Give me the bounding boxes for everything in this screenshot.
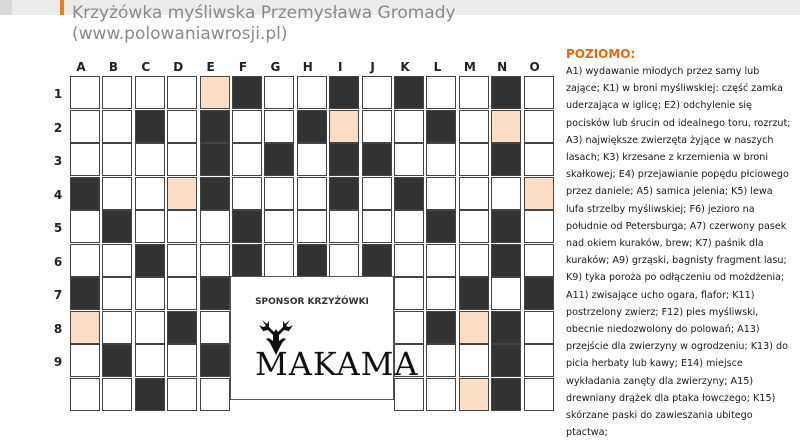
black-cell [426,311,456,344]
clues-text: A1) wydawanie młodych przez samy lub zające; K1) w broni myśliwskiej: część zamka uderzająca w iglicę; E2) odchylenie się pocisków lub śrucin od idealnego toru, rozrzut; A3) największe zwierzęta żyjące w naszych lasach; K3) krzesane z krzemienia w broni skałkowej; E4) przejawianie popędu płciowego przez daniele; A5) samica jelenia; K5) lewa lufa strzelby myśliwskiej; F6) jezioro na południe od Petersburga; A7) czerwony pasek nad okiem kuraków, brew; K7) paśnik dla kuraków; A9) grząski, bagnisty fragment lasu; K9) tyka poroża po odłączeniu od możdżenia; A11) zwisające ucho ogara, flafor; K11) postrzelony zwierz; F12) pies myśliwski, obecnie niedozwolony do polowań; A13) przejście dla zwierzyny w ogrodzeniu; K13) do picia herbaty lub kawy; E14) miejsce wykładania zanęty dla zwierzyny; A15) drewniany drążek dla ptaka łowczego; K15) skórzane paski do zawieszania ubitego ptactwa; [566,66,791,439]
black-cell [135,378,165,411]
grid-cell[interactable] [459,177,489,210]
black-cell [70,277,100,310]
highlighted-cell[interactable] [524,177,554,210]
grid-cell[interactable] [394,244,424,277]
grid-cell[interactable] [135,76,165,109]
black-cell [264,143,294,176]
column-header-k: K [400,60,410,74]
black-cell [362,143,392,176]
grid-cell[interactable] [297,177,327,210]
column-header-m: M [463,60,476,74]
grid-cell[interactable] [200,378,230,411]
column-header-f: F [238,60,248,74]
grid-cell[interactable] [200,244,230,277]
title-line-1: Krzyżówka myśliwska Przemysława Gromady [72,3,456,23]
column-header-o: O [529,60,540,74]
grid-cell[interactable] [102,311,132,344]
grid-cell[interactable] [167,378,197,411]
row-header-8: 8 [53,321,63,336]
grid-cell[interactable] [102,76,132,109]
grid-cell[interactable] [70,344,100,377]
grid-cell[interactable] [102,244,132,277]
grid-cell[interactable] [524,210,554,243]
grid-cell[interactable] [394,143,424,176]
grid-cell[interactable] [459,110,489,143]
row-header-7: 7 [53,288,63,302]
black-cell [491,378,521,411]
grid-cell[interactable] [167,244,197,277]
grid-cell[interactable] [102,277,132,310]
grid-cell[interactable] [394,277,424,310]
grid-cell[interactable] [426,76,456,109]
grid-cell[interactable] [167,344,197,377]
grid-cell[interactable] [70,143,100,176]
black-cell [200,177,230,210]
black-cell [135,244,165,277]
grid-cell[interactable] [200,210,230,243]
highlighted-cell[interactable] [167,177,197,210]
grid-cell[interactable] [135,311,165,344]
grid-cell[interactable] [426,378,456,411]
highlighted-cell[interactable] [70,311,100,344]
grid-cell[interactable] [264,76,294,109]
grid-cell[interactable] [232,177,262,210]
grid-cell[interactable] [135,177,165,210]
grid-cell[interactable] [167,110,197,143]
column-header-b: B [108,60,118,74]
grid-cell[interactable] [524,311,554,344]
column-header-e: E [206,60,215,74]
black-cell [200,344,230,377]
black-cell [459,277,489,310]
black-cell [232,76,262,109]
grid-cell[interactable] [232,143,262,176]
column-header-g: G [270,60,281,74]
grid-cell[interactable] [459,244,489,277]
grid-cell[interactable] [524,244,554,277]
grid-cell[interactable] [524,143,554,176]
grid-cell[interactable] [264,244,294,277]
grid-cell[interactable] [426,177,456,210]
accent-marker [60,0,64,15]
grid-cell[interactable] [167,76,197,109]
black-cell [491,143,521,176]
column-header-h: H [302,60,313,74]
grid-cell[interactable] [524,378,554,411]
grid-cell[interactable] [362,110,392,143]
grid-cell[interactable] [297,76,327,109]
black-cell [102,344,132,377]
grid-cell[interactable] [167,210,197,243]
grid-cell[interactable] [297,210,327,243]
grid-cell[interactable] [135,143,165,176]
grid-cell[interactable] [426,244,456,277]
grid-cell[interactable] [135,344,165,377]
sponsor-name: MAKAMA [255,345,419,383]
black-cell [167,311,197,344]
grid-cell[interactable] [135,277,165,310]
black-cell [426,110,456,143]
grid-cell[interactable] [491,277,521,310]
black-cell [491,344,521,377]
highlighted-cell[interactable] [329,110,359,143]
grid-cell[interactable] [70,378,100,411]
grid-cell[interactable] [70,110,100,143]
grid-cell[interactable] [362,76,392,109]
highlighted-cell[interactable] [459,378,489,411]
black-cell [200,143,230,176]
grid-cell[interactable] [102,177,132,210]
highlighted-cell[interactable] [200,76,230,109]
black-cell [426,210,456,243]
black-cell [135,110,165,143]
grid-cell[interactable] [264,210,294,243]
black-cell [329,177,359,210]
black-cell [200,110,230,143]
row-header-3: 3 [53,154,63,168]
grid-cell[interactable] [167,143,197,176]
black-cell [362,244,392,277]
clues-heading: POZIOMO: [566,47,636,61]
grid-cell[interactable] [297,143,327,176]
column-header-i: I [337,60,343,74]
grid-cell[interactable] [135,210,165,243]
black-cell [491,76,521,109]
grid-cell[interactable] [167,277,197,310]
grid-cell[interactable] [459,76,489,109]
top-bar-shade [0,0,12,15]
column-header-d: D [173,60,184,74]
grid-cell[interactable] [394,311,424,344]
black-cell [329,76,359,109]
grid-cell[interactable] [426,277,456,310]
grid-cell[interactable] [491,177,521,210]
grid-cell[interactable] [426,344,456,377]
grid-cell[interactable] [394,110,424,143]
column-header-a: A [76,60,86,74]
grid-cell[interactable] [264,177,294,210]
black-cell [232,244,262,277]
grid-cell[interactable] [70,210,100,243]
grid-cell[interactable] [459,143,489,176]
row-header-1: 1 [53,87,63,101]
row-header-5: 5 [53,221,63,235]
grid-cell[interactable] [362,177,392,210]
page-title [72,3,456,45]
black-cell [524,277,554,310]
clues-panel [566,46,792,441]
highlighted-cell[interactable] [491,110,521,143]
column-header-c: C [141,60,151,74]
grid-cell[interactable] [524,110,554,143]
black-cell [70,177,100,210]
grid-cell[interactable] [459,344,489,377]
black-cell [102,210,132,243]
grid-cell[interactable] [70,244,100,277]
black-cell [491,244,521,277]
row-header-9: 9 [53,355,63,369]
title-line-2[interactable]: (www.polowaniawrosji.pl) [72,24,288,44]
column-header-n: N [497,60,508,74]
black-cell [200,277,230,310]
black-cell [394,177,424,210]
sponsor-label: SPONSOR KRZYŻÓWKI [255,297,369,307]
grid-cell[interactable] [70,76,100,109]
grid-cell[interactable] [329,244,359,277]
column-header-l: L [433,60,442,74]
row-header-6: 6 [53,254,63,269]
black-cell [297,110,327,143]
column-header-j: J [370,60,375,74]
black-cell [329,143,359,176]
black-cell [491,311,521,344]
black-cell [394,76,424,109]
black-cell [232,210,262,243]
grid-cell[interactable] [200,311,230,344]
grid-cell[interactable] [362,210,392,243]
grid-cell[interactable] [426,143,456,176]
grid-cell[interactable] [264,110,294,143]
grid-cell[interactable] [394,210,424,243]
grid-cell[interactable] [102,143,132,176]
grid-cell[interactable] [232,110,262,143]
grid-cell[interactable] [102,378,132,411]
row-header-2: 2 [53,120,63,135]
grid-cell[interactable] [329,210,359,243]
highlighted-cell[interactable] [459,311,489,344]
row-header-4: 4 [53,187,63,202]
grid-cell[interactable] [102,110,132,143]
black-cell [491,210,521,243]
grid-cell[interactable] [524,76,554,109]
grid-cell[interactable] [524,344,554,377]
sponsor-box [230,276,419,400]
black-cell [297,244,327,277]
grid-cell[interactable] [459,210,489,243]
